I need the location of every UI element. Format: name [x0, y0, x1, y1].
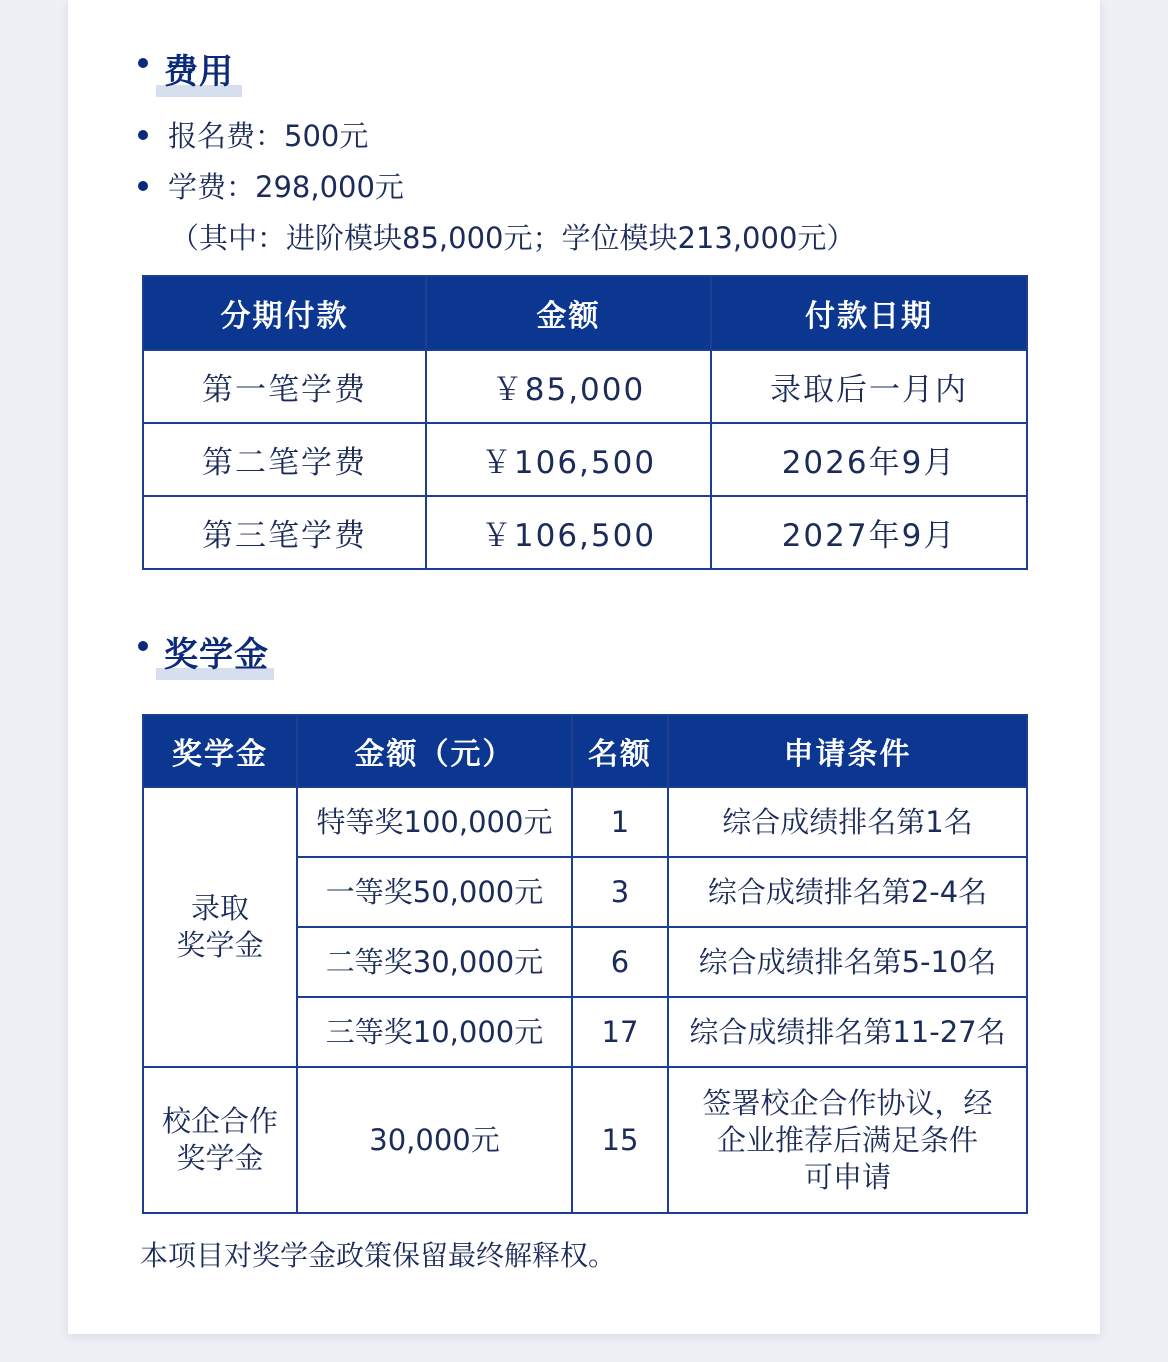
- installment-name: 第一笔学费: [143, 350, 426, 423]
- header-amount: 金额: [426, 276, 711, 350]
- table-header-row: [143, 715, 1027, 787]
- cooperation-scholarship-label: 校企合作 奖学金: [143, 1067, 297, 1213]
- table-row: [143, 787, 1027, 857]
- installment-amount: ￥106,500: [426, 496, 711, 569]
- installment-date: 2027年9月: [711, 496, 1027, 569]
- fee-item-registration: 报名费：500元: [138, 114, 368, 155]
- bullet-icon: [138, 130, 148, 140]
- award-condition: 综合成绩排名第11-27名: [668, 997, 1027, 1067]
- award-condition: 签署校企合作协议，经 企业推荐后满足条件 可申请: [668, 1067, 1027, 1213]
- installment-name: 第二笔学费: [143, 423, 426, 496]
- header-amount: 金额（元）: [297, 715, 572, 787]
- header-date: 付款日期: [711, 276, 1027, 350]
- award-condition: 综合成绩排名第2-4名: [668, 857, 1027, 927]
- tuition-breakdown-note: （其中：进阶模块85,000元；学位模块213,000元）: [170, 221, 856, 255]
- table-row: [143, 423, 1027, 496]
- award-amount: 30,000元: [297, 1067, 572, 1213]
- award-quota: 3: [572, 857, 668, 927]
- award-quota: 1: [572, 787, 668, 857]
- header-scholarship: 奖学金: [143, 715, 297, 787]
- installment-amount: ￥85,000: [426, 350, 711, 423]
- bullet-icon: [138, 181, 148, 191]
- title-bullet-icon: [138, 58, 148, 68]
- award-amount: 三等奖10,000元: [297, 997, 572, 1067]
- scholarship-footnote: 本项目对奖学金政策保留最终解释权。: [140, 1239, 617, 1272]
- table-header-row: [143, 276, 1027, 350]
- installment-name: 第三笔学费: [143, 496, 426, 569]
- header-installment: 分期付款: [143, 276, 426, 350]
- table-row: [143, 350, 1027, 423]
- award-quota: 6: [572, 927, 668, 997]
- installment-date: 录取后一月内: [711, 350, 1027, 423]
- installment-date: 2026年9月: [711, 423, 1027, 496]
- award-amount: 二等奖30,000元: [297, 927, 572, 997]
- award-amount: 特等奖100,000元: [297, 787, 572, 857]
- table-row: [143, 1067, 1027, 1213]
- table-row: [143, 496, 1027, 569]
- header-quota: 名额: [572, 715, 668, 787]
- fee-item-tuition: 学费：298,000元: [138, 165, 404, 206]
- title-bullet-icon: [138, 641, 148, 651]
- scholarship-table: [142, 714, 1028, 1214]
- scholarship-section-title: 奖学金: [138, 627, 269, 676]
- award-quota: 17: [572, 997, 668, 1067]
- award-condition: 综合成绩排名第5-10名: [668, 927, 1027, 997]
- header-conditions: 申请条件: [668, 715, 1027, 787]
- admission-scholarship-label: 录取 奖学金: [143, 787, 297, 1067]
- installment-amount: ￥106,500: [426, 423, 711, 496]
- award-quota: 15: [572, 1067, 668, 1213]
- award-condition: 综合成绩排名第1名: [668, 787, 1027, 857]
- payment-schedule-table: [142, 275, 1028, 570]
- award-amount: 一等奖50,000元: [297, 857, 572, 927]
- fees-section-title: 费用: [138, 44, 234, 93]
